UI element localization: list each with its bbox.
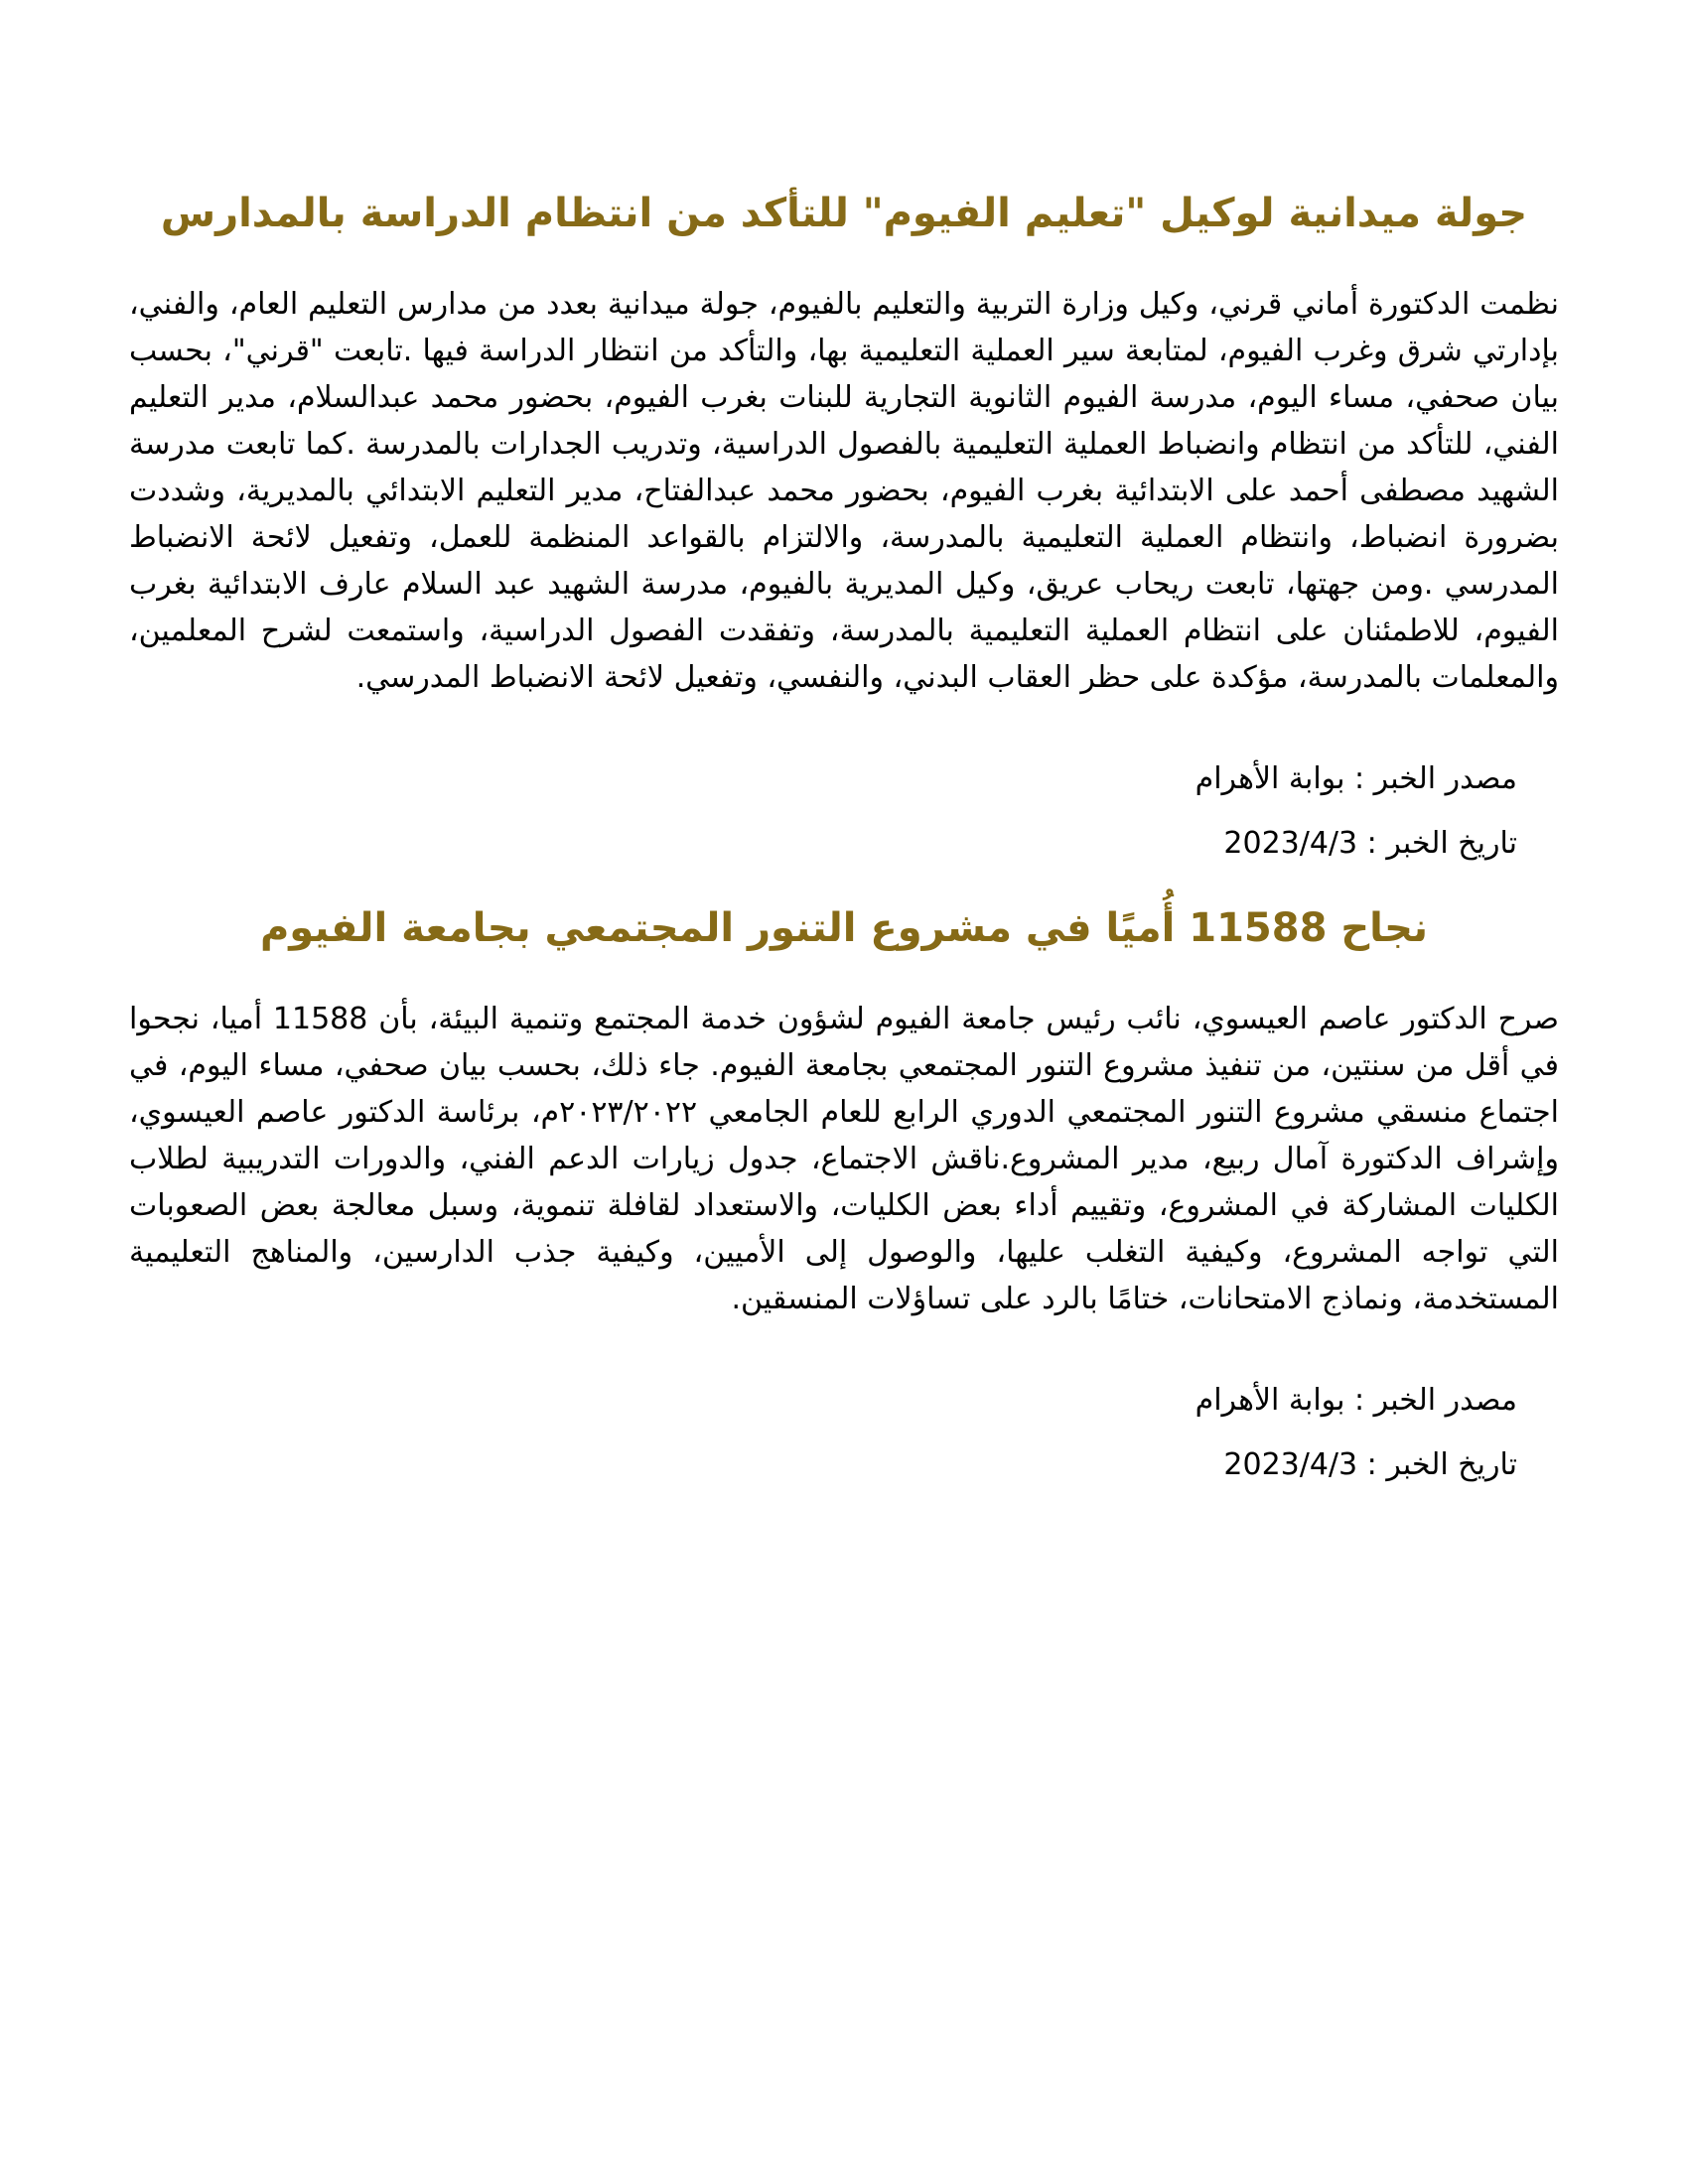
article-2-date: تاريخ الخبر : 2023/4/3 [1223, 1447, 1517, 1482]
article-1-meta [129, 755, 1559, 867]
article-1-date: تاريخ الخبر : 2023/4/3 [1223, 826, 1517, 861]
article-2 [129, 885, 1559, 1488]
article-1-title: جولة ميدانية لوكيل "تعليم الفيوم" للتأكد من انتظام الدراسة بالمدارس [160, 191, 1528, 236]
article-2-source: مصدر الخبر : بوابة الأهرام [1195, 1383, 1517, 1418]
article-1 [129, 0, 1559, 867]
article-2-meta [129, 1377, 1559, 1488]
article-2-body: صرح الدكتور عاصم العيسوي، نائب رئيس جامعة الفيوم لشؤون خدمة المجتمع وتنمية البيئة، بأن 11588 أميا، نجحوا في أقل من سنتين، من تنفيذ مشروع التنور المجتمعي بجامعة الفيوم. جاء ذلك، بحسب بيان صحفي، مساء اليوم، في اجتماع منسقي مشروع التنور المجتمعي الدوري الرابع للعام الجامعي ٢٠٢٣/٢٠٢٢م، برئاسة الدكتور عاصم العيسوي، وإشراف الدكتورة آمال ربيع، مدير المشروع.ناقش الاجتماع، جدول زيارات الدعم الفني، والدورات التدريبية لطلاب الكليات المشاركة في المشروع، وتقييم أداء بعض الكليات، والاستعداد لقافلة تنموية، وسبل معالجة بعض الصعوبات التي تواجه المشروع، وكيفية التغلب عليها، والوصول إلى الأميين، وكيفية جذب الدارسين، والمناهج التعليمية المستخدمة، ونماذج الامتحانات، ختامًا بالرد على تساؤلات المنسقين. [129, 1002, 1559, 1316]
article-2-title: نجاح 11588 أُميًا في مشروع التنور المجتمعي بجامعة الفيوم [259, 905, 1429, 951]
article-1-body: نظمت الدكتورة أماني قرني، وكيل وزارة التربية والتعليم بالفيوم، جولة ميدانية بعدد من مدارس التعليم العام، والفني، بإدارتي شرق وغرب الفيوم، لمتابعة سير العملية التعليمية بها، والتأكد من انتظار الدراسة فيها .تابعت "قرني"، بحسب بيان صحفي، مساء اليوم، مدرسة الفيوم الثانوية التجارية للبنات بغرب الفيوم، بحضور محمد عبدالسلام، مدير التعليم الفني، للتأكد من انتظام وانضباط العملية التعليمية بالفصول الدراسية، وتدريب الجدارات بالمدرسة .كما تابعت مدرسة الشهيد مصطفى أحمد على الابتدائية بغرب الفيوم، بحضور محمد عبدالفتاح، مدير التعليم الابتدائي بالمديرية، وشددت بضرورة انضباط، وانتظام العملية التعليمية بالمدرسة، والالتزام بالقواعد المنظمة للعمل، وتفعيل لائحة الانضباط المدرسي .ومن جهتها، تابعت ريحاب عريق، وكيل المديرية بالفيوم، مدرسة الشهيد عبد السلام عارف الابتدائية بغرب الفيوم، للاطمئنان على انتظام العملية التعليمية بالمدرسة، وتفقدت الفصول الدراسية، واستمعت لشرح المعلمين، والمعلمات بالمدرسة، مؤكدة على حظر العقاب البدني، والنفسي، وتفعيل لائحة الانضباط المدرسي. [129, 287, 1559, 695]
article-1-source: مصدر الخبر : بوابة الأهرام [1195, 761, 1517, 796]
